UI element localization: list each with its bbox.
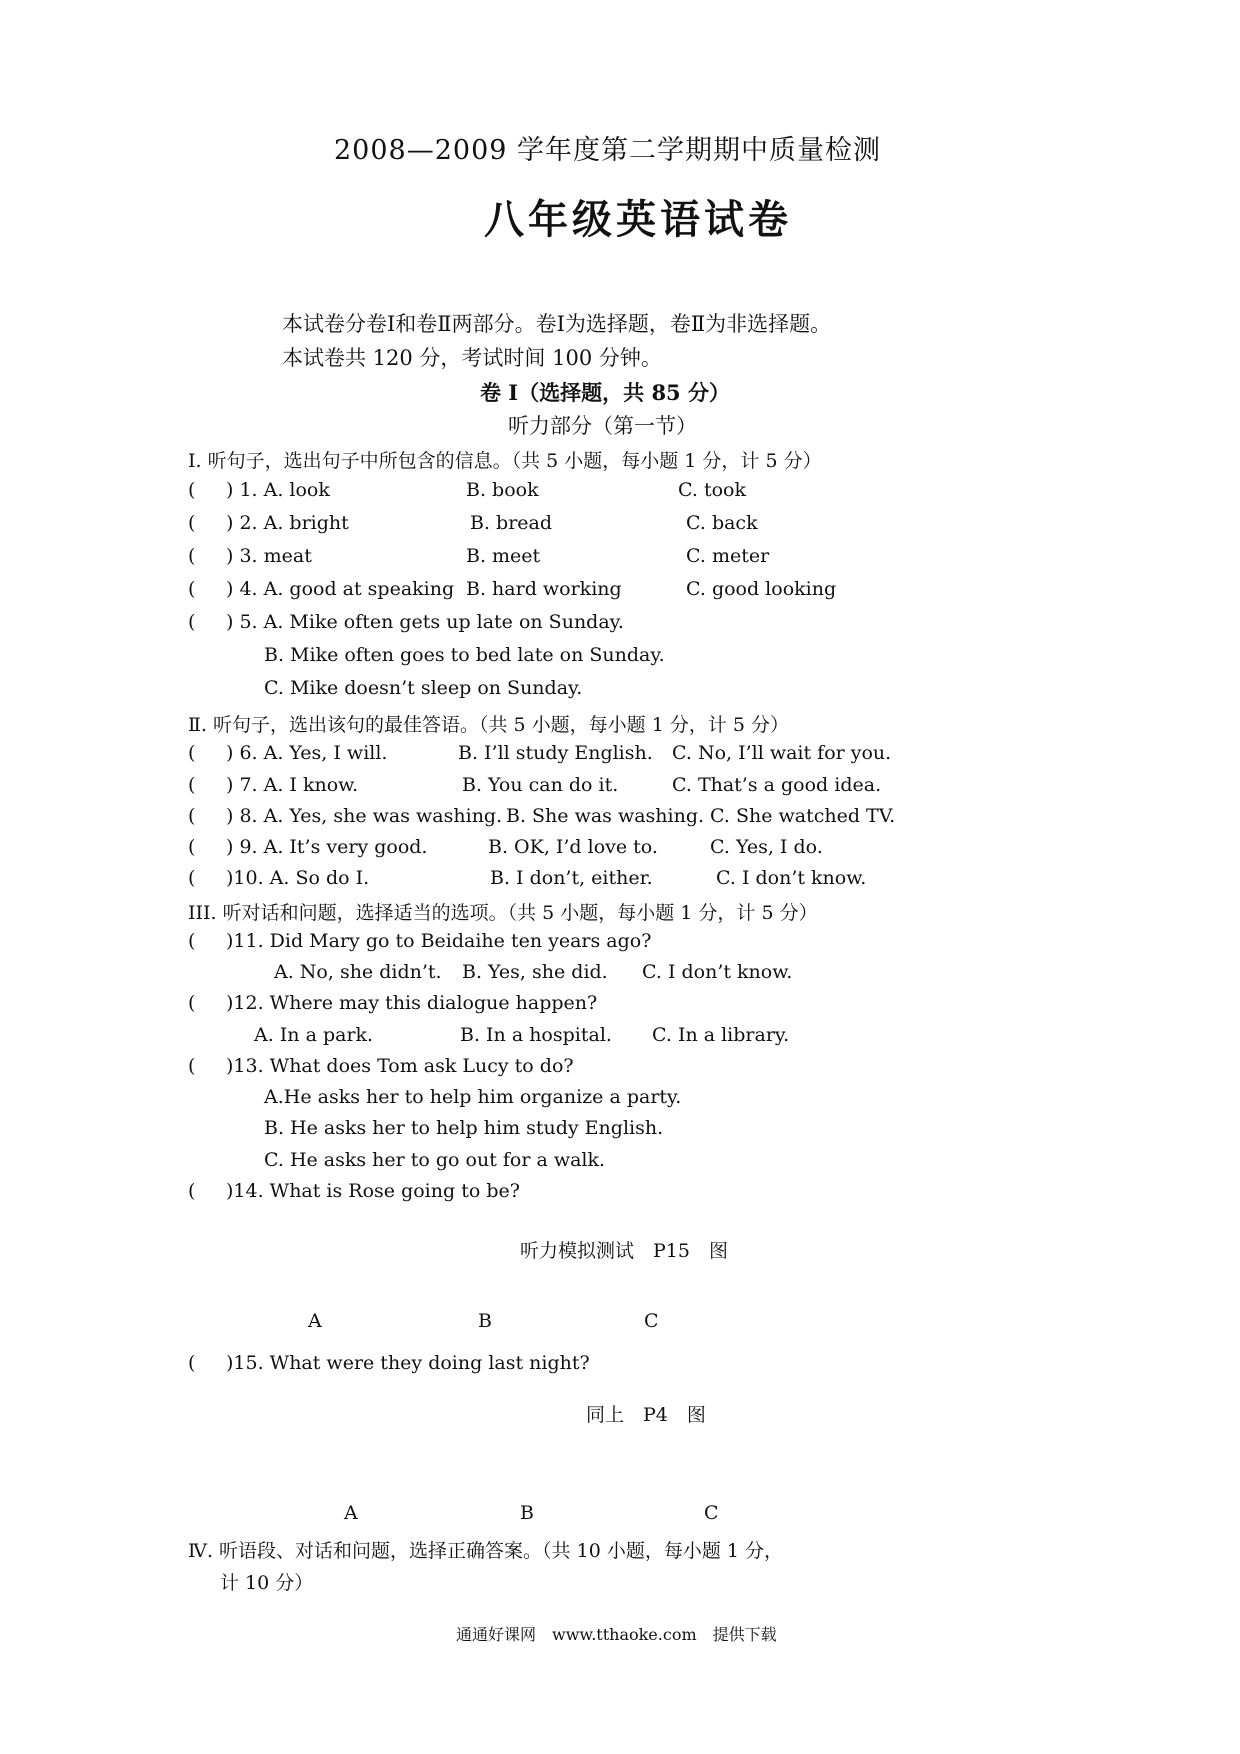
answer-paren: (: [188, 805, 196, 827]
section-4-instructions: Ⅳ. 听语段、对话和问题，选择正确答案。（共 10 小题，每小题 1 分，: [188, 1540, 783, 1562]
answer-paren: (: [188, 479, 196, 501]
q10-stem: )10. A. So do I.: [226, 867, 370, 889]
q9-stem: ) 9. A. It’s very good.: [226, 836, 428, 858]
q10-option-c: C. I don’t know.: [716, 867, 867, 889]
section-2-instructions: Ⅱ. 听句子，选出该句的最佳答语。（共 5 小题，每小题 1 分，计 5 分）: [188, 714, 789, 736]
answer-paren: (: [188, 545, 196, 567]
listening-heading: 听力部分（第一节）: [508, 414, 697, 438]
q1-option-b: B. book: [466, 479, 539, 501]
q14-picture-label-b: B: [478, 1310, 492, 1332]
q3-option-c: C. meter: [686, 545, 770, 567]
intro-line-2: 本试卷共 120 分，考试时间 100 分钟。: [282, 346, 662, 370]
q9-option-b: B. OK, I’d love to.: [488, 836, 658, 858]
q6-stem: ) 6. A. Yes, I will.: [226, 742, 388, 764]
q7-option-c: C. That’s a good idea.: [672, 774, 882, 796]
q5-option-b: B. Mike often goes to bed late on Sunday.: [264, 644, 665, 666]
q13-option-c: C. He asks her to go out for a walk.: [264, 1149, 606, 1171]
q4-option-c: C. good looking: [686, 578, 837, 600]
q8-option-c: C. She watched TV.: [710, 805, 896, 827]
q1-stem: ) 1. A. look: [226, 479, 330, 501]
q13-stem: )13. What does Tom ask Lucy to do?: [226, 1055, 574, 1077]
section-3-instructions: III. 听对话和问题，选择适当的选项。（共 5 小题，每小题 1 分，计 5 分）: [188, 902, 818, 924]
q1-option-c: C. took: [678, 479, 746, 501]
q15-picture-label-c: C: [704, 1502, 719, 1524]
q2-option-c: C. back: [686, 512, 758, 534]
q8-stem: ) 8. A. Yes, she was washing.: [226, 805, 503, 827]
q14-picture-label-a: A: [308, 1310, 322, 1332]
q7-option-b: B. You can do it.: [462, 774, 619, 796]
q5-stem: ) 5. A. Mike often gets up late on Sunday.: [226, 611, 624, 633]
q5-option-c: C. Mike doesn’t sleep on Sunday.: [264, 677, 583, 699]
q3-stem: ) 3. meat: [226, 545, 312, 567]
q8-option-b: B. She was washing.: [506, 805, 705, 827]
q12-option-a: A. In a park.: [254, 1024, 374, 1046]
answer-paren: (: [188, 992, 196, 1014]
q10-option-b: B. I don’t, either.: [490, 867, 653, 889]
section-1-instructions: Ⅰ. 听句子，选出句子中所包含的信息。（共 5 小题，每小题 1 分，计 5 分）: [188, 450, 822, 472]
answer-paren: (: [188, 1180, 196, 1202]
q12-option-b: B. In a hospital.: [460, 1024, 612, 1046]
answer-paren: (: [188, 611, 196, 633]
answer-paren: (: [188, 1352, 196, 1374]
q14-picture-label-c: C: [644, 1310, 659, 1332]
answer-paren: (: [188, 867, 196, 889]
q4-stem: ) 4. A. good at speaking: [226, 578, 455, 600]
q3-option-b: B. meet: [466, 545, 541, 567]
q6-option-c: C. No, I’ll wait for you.: [672, 742, 892, 764]
q6-option-b: B. I’ll study English.: [458, 742, 653, 764]
answer-paren: (: [188, 742, 196, 764]
exam-subject-title: 八年级英语试卷: [484, 197, 792, 243]
q11-option-b: B. Yes, she did.: [462, 961, 608, 983]
answer-paren: (: [188, 836, 196, 858]
q4-option-b: B. hard working: [466, 578, 622, 600]
q11-stem: )11. Did Mary go to Beidaihe ten years ago?: [226, 930, 652, 952]
q15-stem: )15. What were they doing last night?: [226, 1352, 590, 1374]
answer-paren: (: [188, 578, 196, 600]
q15-picture-label-a: A: [344, 1502, 358, 1524]
answer-paren: (: [188, 774, 196, 796]
q15-picture-label-b: B: [520, 1502, 534, 1524]
q13-option-b: B. He asks her to help him study English.: [264, 1117, 664, 1139]
q15-picture-note: 同上 P4 图: [586, 1404, 706, 1426]
q14-picture-note: 听力模拟测试 P15 图: [520, 1240, 728, 1262]
q13-option-a: A.He asks her to help him organize a party.: [264, 1086, 682, 1108]
q2-option-b: B. bread: [470, 512, 553, 534]
intro-line-1: 本试卷分卷Ⅰ和卷Ⅱ两部分。卷Ⅰ为选择题，卷Ⅱ为非选择题。: [282, 312, 832, 336]
q9-option-c: C. Yes, I do.: [710, 836, 823, 858]
q12-option-c: C. In a library.: [652, 1024, 790, 1046]
q2-stem: ) 2. A. bright: [226, 512, 349, 534]
q11-option-c: C. I don’t know.: [642, 961, 793, 983]
q7-stem: ) 7. A. I know.: [226, 774, 359, 796]
q14-stem: )14. What is Rose going to be?: [226, 1180, 520, 1202]
q11-option-a: A. No, she didn’t.: [274, 961, 442, 983]
part-one-heading: 卷 I（选择题，共 85 分）: [480, 380, 730, 405]
answer-paren: (: [188, 1055, 196, 1077]
exam-title: 2008—2009 学年度第二学期期中质量检测: [334, 135, 882, 166]
footer-source: 通通好课网 www.tthaoke.com 提供下载: [456, 1625, 777, 1644]
section-4-instructions-cont: 计 10 分）: [220, 1572, 314, 1594]
answer-paren: (: [188, 930, 196, 952]
answer-paren: (: [188, 512, 196, 534]
q12-stem: )12. Where may this dialogue happen?: [226, 992, 598, 1014]
